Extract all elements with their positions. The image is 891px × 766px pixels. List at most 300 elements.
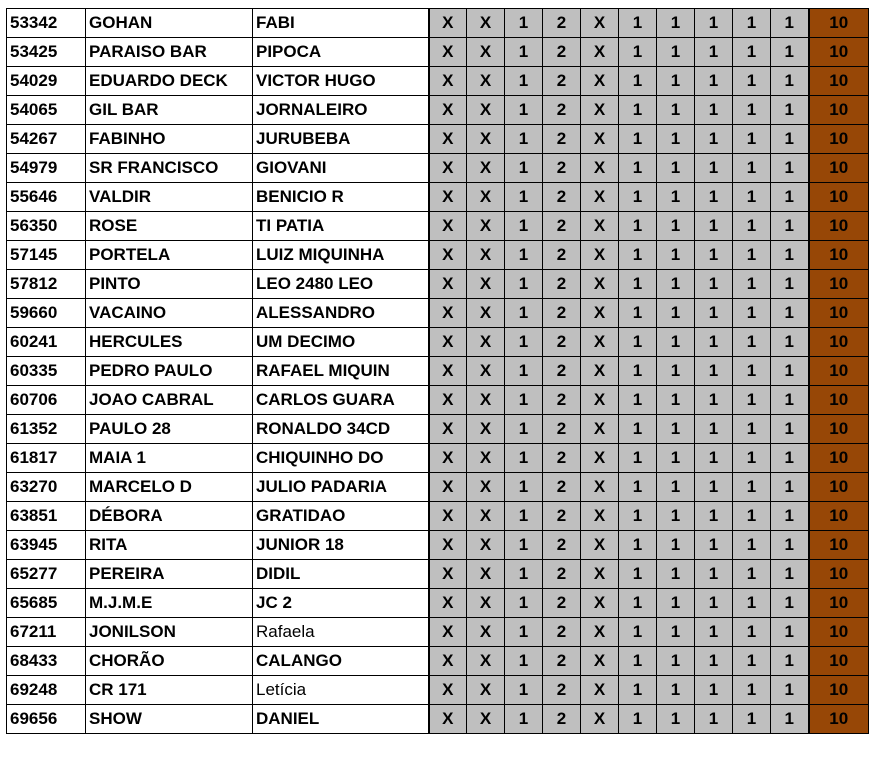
pick-cell: 2 [543, 270, 581, 299]
pick-cell: 1 [733, 589, 771, 618]
ticket-number-cell: 56350 [7, 212, 86, 241]
table-row [7, 67, 869, 96]
pick-cell: 1 [505, 212, 543, 241]
buyer-name-cell: ALESSANDRO [253, 299, 429, 328]
pick-cell: X [581, 9, 619, 38]
table-row [7, 38, 869, 67]
pick-cell: 2 [543, 9, 581, 38]
pick-cell: 1 [771, 386, 809, 415]
pick-cell: 1 [733, 415, 771, 444]
pick-cell: 1 [695, 154, 733, 183]
table-row [7, 270, 869, 299]
buyer-name-cell: FABI [253, 9, 429, 38]
pick-cell: X [429, 705, 467, 734]
pick-cell: 1 [505, 154, 543, 183]
pick-cell: 1 [733, 38, 771, 67]
pick-cell: 1 [657, 618, 695, 647]
pick-cell: X [429, 270, 467, 299]
pick-cell: 1 [505, 357, 543, 386]
pick-cell: X [467, 212, 505, 241]
pick-cell: 1 [695, 9, 733, 38]
ticket-number-cell: 60335 [7, 357, 86, 386]
pick-cell: 1 [695, 183, 733, 212]
pick-cell: 1 [771, 299, 809, 328]
pick-cell: X [467, 38, 505, 67]
buyer-name-cell: TI PATIA [253, 212, 429, 241]
ticket-number-cell: 57145 [7, 241, 86, 270]
table-row [7, 183, 869, 212]
total-cell: 10 [809, 705, 869, 734]
seller-name-cell: MAIA 1 [86, 444, 253, 473]
pick-cell: X [581, 328, 619, 357]
pick-cell: 1 [771, 154, 809, 183]
seller-name-cell: SR FRANCISCO [86, 154, 253, 183]
pick-cell: 2 [543, 415, 581, 444]
ticket-number-cell: 63270 [7, 473, 86, 502]
ticket-number-cell: 53425 [7, 38, 86, 67]
pick-cell: X [467, 647, 505, 676]
total-cell: 10 [809, 589, 869, 618]
pick-cell: 1 [619, 357, 657, 386]
seller-name-cell: PEREIRA [86, 560, 253, 589]
pick-cell: 1 [771, 560, 809, 589]
pick-cell: X [581, 299, 619, 328]
pick-cell: 1 [505, 9, 543, 38]
results-table [6, 8, 869, 734]
pick-cell: 1 [657, 38, 695, 67]
pick-cell: 2 [543, 386, 581, 415]
pick-cell: 1 [733, 9, 771, 38]
pick-cell: 1 [695, 589, 733, 618]
pick-cell: 2 [543, 473, 581, 502]
pick-cell: 2 [543, 444, 581, 473]
seller-name-cell: DÉBORA [86, 502, 253, 531]
pick-cell: 1 [657, 705, 695, 734]
pick-cell: 2 [543, 502, 581, 531]
pick-cell: X [429, 183, 467, 212]
ticket-number-cell: 60706 [7, 386, 86, 415]
table-row [7, 357, 869, 386]
total-cell: 10 [809, 125, 869, 154]
table-row [7, 328, 869, 357]
pick-cell: X [467, 299, 505, 328]
pick-cell: 1 [695, 67, 733, 96]
pick-cell: 1 [505, 444, 543, 473]
total-cell: 10 [809, 386, 869, 415]
pick-cell: 1 [733, 212, 771, 241]
seller-name-cell: GIL BAR [86, 96, 253, 125]
pick-cell: 1 [619, 415, 657, 444]
pick-cell: 1 [657, 328, 695, 357]
pick-cell: 1 [733, 444, 771, 473]
pick-cell: 1 [657, 444, 695, 473]
pick-cell: 1 [619, 589, 657, 618]
pick-cell: 1 [771, 589, 809, 618]
seller-name-cell: PARAISO BAR [86, 38, 253, 67]
table-row [7, 676, 869, 705]
seller-name-cell: PEDRO PAULO [86, 357, 253, 386]
buyer-name-cell: Rafaela [253, 618, 429, 647]
table-row [7, 415, 869, 444]
pick-cell: 1 [505, 241, 543, 270]
pick-cell: 1 [619, 154, 657, 183]
ticket-number-cell: 65685 [7, 589, 86, 618]
buyer-name-cell: DANIEL [253, 705, 429, 734]
pick-cell: 1 [505, 96, 543, 125]
pick-cell: 1 [733, 299, 771, 328]
pick-cell: 1 [733, 154, 771, 183]
pick-cell: 1 [619, 299, 657, 328]
pick-cell: X [429, 676, 467, 705]
pick-cell: 1 [657, 502, 695, 531]
pick-cell: 1 [657, 67, 695, 96]
total-cell: 10 [809, 9, 869, 38]
pick-cell: 1 [657, 96, 695, 125]
pick-cell: X [467, 241, 505, 270]
pick-cell: 1 [619, 328, 657, 357]
pick-cell: X [429, 386, 467, 415]
pick-cell: 1 [733, 125, 771, 154]
buyer-name-cell: GRATIDAO [253, 502, 429, 531]
pick-cell: 1 [771, 241, 809, 270]
pick-cell: 1 [733, 96, 771, 125]
pick-cell: X [581, 647, 619, 676]
pick-cell: 1 [733, 241, 771, 270]
table-row [7, 560, 869, 589]
ticket-number-cell: 60241 [7, 328, 86, 357]
pick-cell: 1 [771, 473, 809, 502]
pick-cell: X [581, 154, 619, 183]
pick-cell: X [581, 415, 619, 444]
seller-name-cell: PAULO 28 [86, 415, 253, 444]
table-row [7, 502, 869, 531]
pick-cell: 1 [733, 183, 771, 212]
pick-cell: 1 [733, 647, 771, 676]
pick-cell: 1 [771, 415, 809, 444]
pick-cell: 1 [733, 618, 771, 647]
pick-cell: X [429, 96, 467, 125]
pick-cell: 1 [695, 38, 733, 67]
pick-cell: 1 [657, 589, 695, 618]
ticket-number-cell: 59660 [7, 299, 86, 328]
pick-cell: X [581, 270, 619, 299]
pick-cell: X [581, 705, 619, 734]
pick-cell: X [467, 444, 505, 473]
pick-cell: X [581, 589, 619, 618]
pick-cell: 2 [543, 212, 581, 241]
pick-cell: 1 [733, 67, 771, 96]
pick-cell: 1 [505, 299, 543, 328]
pick-cell: 1 [619, 96, 657, 125]
pick-cell: 1 [505, 38, 543, 67]
buyer-name-cell: CALANGO [253, 647, 429, 676]
pick-cell: X [467, 96, 505, 125]
pick-cell: X [581, 125, 619, 154]
pick-cell: 2 [543, 299, 581, 328]
table-row [7, 705, 869, 734]
seller-name-cell: CHORÃO [86, 647, 253, 676]
buyer-name-cell: LEO 2480 LEO [253, 270, 429, 299]
pick-cell: X [467, 502, 505, 531]
pick-cell: 1 [619, 676, 657, 705]
pick-cell: 1 [619, 444, 657, 473]
pick-cell: 1 [695, 357, 733, 386]
pick-cell: 1 [657, 9, 695, 38]
pick-cell: 1 [619, 473, 657, 502]
pick-cell: 1 [657, 125, 695, 154]
pick-cell: X [467, 589, 505, 618]
pick-cell: 2 [543, 618, 581, 647]
pick-cell: 1 [619, 270, 657, 299]
pick-cell: X [581, 183, 619, 212]
pick-cell: 1 [657, 357, 695, 386]
pick-cell: 1 [733, 386, 771, 415]
pick-cell: 1 [771, 502, 809, 531]
pick-cell: 1 [695, 531, 733, 560]
pick-cell: X [467, 67, 505, 96]
pick-cell: 1 [657, 531, 695, 560]
ticket-number-cell: 54065 [7, 96, 86, 125]
pick-cell: 1 [771, 618, 809, 647]
buyer-name-cell: CARLOS GUARA [253, 386, 429, 415]
buyer-name-cell: VICTOR HUGO [253, 67, 429, 96]
pick-cell: 1 [619, 560, 657, 589]
pick-cell: 2 [543, 183, 581, 212]
table-row [7, 589, 869, 618]
pick-cell: 1 [695, 241, 733, 270]
pick-cell: X [467, 183, 505, 212]
seller-name-cell: M.J.M.E [86, 589, 253, 618]
seller-name-cell: PINTO [86, 270, 253, 299]
pick-cell: X [429, 154, 467, 183]
pick-cell: 2 [543, 125, 581, 154]
pick-cell: 1 [771, 357, 809, 386]
pick-cell: X [467, 676, 505, 705]
pick-cell: 1 [657, 241, 695, 270]
seller-name-cell: GOHAN [86, 9, 253, 38]
pick-cell: 1 [657, 647, 695, 676]
seller-name-cell: RITA [86, 531, 253, 560]
pick-cell: X [467, 125, 505, 154]
pick-cell: 2 [543, 241, 581, 270]
pick-cell: X [467, 154, 505, 183]
buyer-name-cell: GIOVANI [253, 154, 429, 183]
pick-cell: X [429, 212, 467, 241]
table-row [7, 531, 869, 560]
table-row [7, 386, 869, 415]
pick-cell: 1 [657, 676, 695, 705]
pick-cell: 1 [505, 531, 543, 560]
ticket-number-cell: 54029 [7, 67, 86, 96]
total-cell: 10 [809, 212, 869, 241]
ticket-number-cell: 68433 [7, 647, 86, 676]
pick-cell: X [467, 415, 505, 444]
table-body [7, 9, 869, 734]
ticket-number-cell: 61817 [7, 444, 86, 473]
pick-cell: X [429, 241, 467, 270]
pick-cell: X [467, 705, 505, 734]
total-cell: 10 [809, 647, 869, 676]
pick-cell: 1 [619, 647, 657, 676]
seller-name-cell: HERCULES [86, 328, 253, 357]
table-row [7, 212, 869, 241]
pick-cell: 2 [543, 96, 581, 125]
pick-cell: 1 [771, 531, 809, 560]
pick-cell: 1 [619, 212, 657, 241]
ticket-number-cell: 69248 [7, 676, 86, 705]
pick-cell: 1 [619, 705, 657, 734]
pick-cell: X [429, 531, 467, 560]
seller-name-cell: FABINHO [86, 125, 253, 154]
pick-cell: 1 [619, 241, 657, 270]
buyer-name-cell: UM DECIMO [253, 328, 429, 357]
pick-cell: X [429, 415, 467, 444]
ticket-number-cell: 63851 [7, 502, 86, 531]
pick-cell: 1 [695, 560, 733, 589]
total-cell: 10 [809, 96, 869, 125]
pick-cell: X [581, 357, 619, 386]
buyer-name-cell: RONALDO 34CD [253, 415, 429, 444]
pick-cell: 1 [619, 386, 657, 415]
ticket-number-cell: 65277 [7, 560, 86, 589]
pick-cell: X [467, 531, 505, 560]
pick-cell: 1 [733, 560, 771, 589]
pick-cell: 1 [657, 154, 695, 183]
pick-cell: 1 [771, 705, 809, 734]
table-row [7, 125, 869, 154]
pick-cell: X [429, 328, 467, 357]
pick-cell: 1 [657, 386, 695, 415]
total-cell: 10 [809, 299, 869, 328]
pick-cell: 1 [695, 444, 733, 473]
pick-cell: X [581, 67, 619, 96]
pick-cell: 1 [771, 328, 809, 357]
pick-cell: X [581, 473, 619, 502]
pick-cell: 2 [543, 705, 581, 734]
table-row [7, 473, 869, 502]
pick-cell: 1 [771, 444, 809, 473]
pick-cell: 1 [657, 183, 695, 212]
seller-name-cell: ROSE [86, 212, 253, 241]
pick-cell: 1 [619, 502, 657, 531]
ticket-number-cell: 54267 [7, 125, 86, 154]
ticket-number-cell: 55646 [7, 183, 86, 212]
pick-cell: 1 [695, 270, 733, 299]
pick-cell: 1 [505, 676, 543, 705]
pick-cell: 1 [733, 270, 771, 299]
buyer-name-cell: CHIQUINHO DO [253, 444, 429, 473]
pick-cell: X [467, 560, 505, 589]
pick-cell: X [467, 386, 505, 415]
table-row [7, 241, 869, 270]
pick-cell: 2 [543, 154, 581, 183]
pick-cell: 2 [543, 328, 581, 357]
pick-cell: X [581, 241, 619, 270]
table-row [7, 96, 869, 125]
table-row [7, 154, 869, 183]
pick-cell: 1 [619, 618, 657, 647]
pick-cell: 1 [771, 212, 809, 241]
pick-cell: 1 [695, 502, 733, 531]
pick-cell: 1 [619, 38, 657, 67]
total-cell: 10 [809, 241, 869, 270]
pick-cell: 1 [771, 125, 809, 154]
total-cell: 10 [809, 67, 869, 96]
total-cell: 10 [809, 357, 869, 386]
buyer-name-cell: JURUBEBA [253, 125, 429, 154]
total-cell: 10 [809, 183, 869, 212]
pick-cell: 1 [733, 502, 771, 531]
pick-cell: 1 [505, 270, 543, 299]
pick-cell: X [467, 473, 505, 502]
pick-cell: 1 [695, 618, 733, 647]
pick-cell: X [467, 618, 505, 647]
total-cell: 10 [809, 560, 869, 589]
pick-cell: X [581, 531, 619, 560]
pick-cell: 1 [733, 473, 771, 502]
pick-cell: X [429, 618, 467, 647]
seller-name-cell: VALDIR [86, 183, 253, 212]
pick-cell: 1 [619, 125, 657, 154]
total-cell: 10 [809, 444, 869, 473]
pick-cell: X [429, 38, 467, 67]
pick-cell: 1 [619, 183, 657, 212]
pick-cell: 2 [543, 357, 581, 386]
buyer-name-cell: RAFAEL MIQUIN [253, 357, 429, 386]
pick-cell: 1 [695, 676, 733, 705]
total-cell: 10 [809, 473, 869, 502]
pick-cell: X [429, 9, 467, 38]
total-cell: 10 [809, 328, 869, 357]
pick-cell: X [429, 67, 467, 96]
pick-cell: 1 [771, 183, 809, 212]
pick-cell: 1 [695, 386, 733, 415]
ticket-number-cell: 53342 [7, 9, 86, 38]
pick-cell: 1 [771, 270, 809, 299]
pick-cell: 1 [695, 125, 733, 154]
buyer-name-cell: LUIZ MIQUINHA [253, 241, 429, 270]
pick-cell: 1 [771, 67, 809, 96]
seller-name-cell: JONILSON [86, 618, 253, 647]
pick-cell: X [581, 212, 619, 241]
buyer-name-cell: JORNALEIRO [253, 96, 429, 125]
pick-cell: 1 [695, 705, 733, 734]
pick-cell: X [581, 618, 619, 647]
table-row [7, 444, 869, 473]
pick-cell: X [429, 647, 467, 676]
pick-cell: 1 [733, 328, 771, 357]
seller-name-cell: EDUARDO DECK [86, 67, 253, 96]
seller-name-cell: PORTELA [86, 241, 253, 270]
pick-cell: 1 [657, 212, 695, 241]
pick-cell: 1 [695, 299, 733, 328]
pick-cell: X [429, 125, 467, 154]
pick-cell: X [429, 357, 467, 386]
pick-cell: 1 [733, 676, 771, 705]
buyer-name-cell: Letícia [253, 676, 429, 705]
buyer-name-cell: DIDIL [253, 560, 429, 589]
pick-cell: 1 [505, 560, 543, 589]
seller-name-cell: MARCELO D [86, 473, 253, 502]
pick-cell: 1 [657, 415, 695, 444]
pick-cell: 2 [543, 647, 581, 676]
pick-cell: 1 [771, 647, 809, 676]
ticket-number-cell: 57812 [7, 270, 86, 299]
pick-cell: X [467, 328, 505, 357]
pick-cell: X [467, 9, 505, 38]
total-cell: 10 [809, 502, 869, 531]
total-cell: 10 [809, 618, 869, 647]
